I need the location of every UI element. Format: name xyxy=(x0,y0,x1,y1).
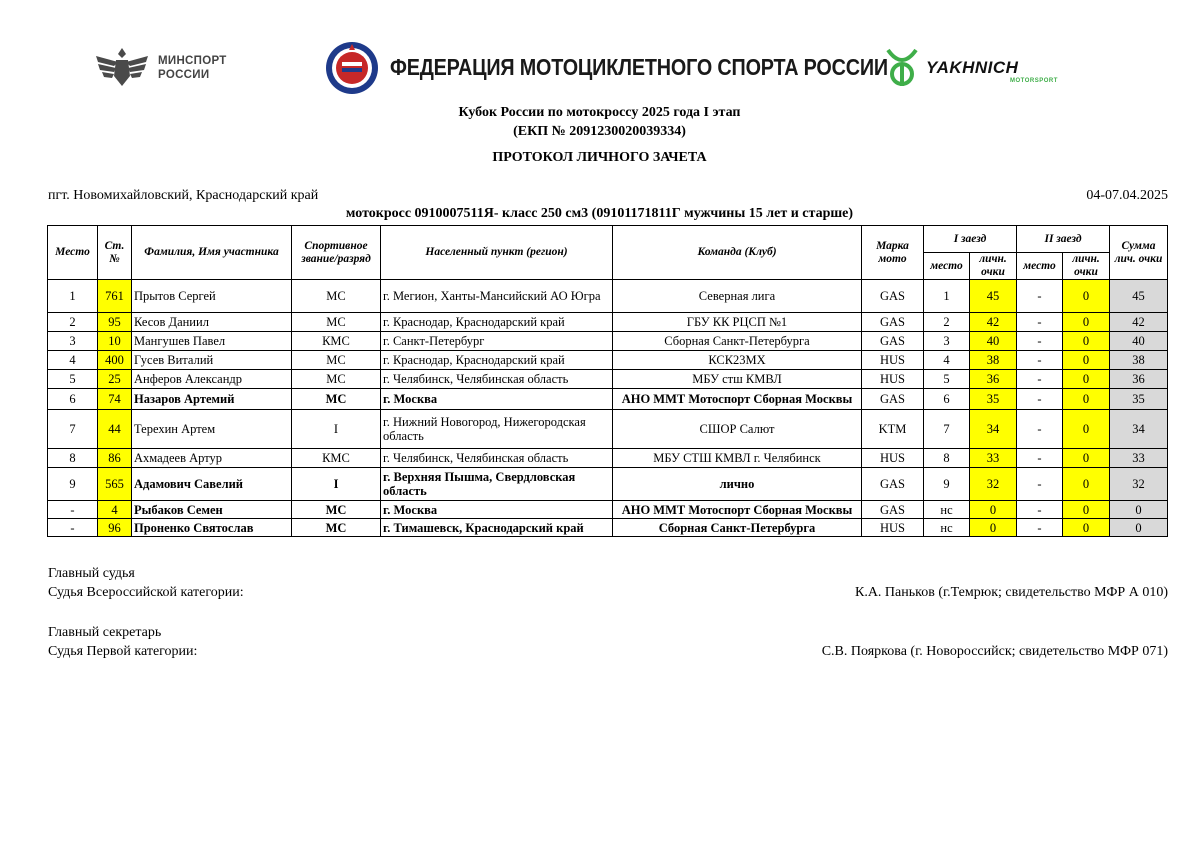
start-number: 95 xyxy=(98,313,132,332)
start-number: 44 xyxy=(98,410,132,449)
sport-rank: МС xyxy=(292,351,381,370)
team-club: МБУ стш КМВЛ xyxy=(613,370,862,389)
total-points: 35 xyxy=(1110,389,1168,410)
team-club: АНО ММТ Мотоспорт Сборная Москвы xyxy=(613,389,862,410)
race2-points: 0 xyxy=(1063,280,1110,313)
col-r1-points: личн. очки xyxy=(970,253,1017,280)
city-region: г. Верхняя Пышма, Свердловская область xyxy=(381,468,613,501)
total-points: 32 xyxy=(1110,468,1168,501)
col-name: Фамилия, Имя участника xyxy=(132,226,292,280)
start-number: 25 xyxy=(98,370,132,389)
race2-place: - xyxy=(1017,449,1063,468)
race2-points: 0 xyxy=(1063,332,1110,351)
bike-brand: HUS xyxy=(862,449,924,468)
total-points: 34 xyxy=(1110,410,1168,449)
logo-bar xyxy=(0,38,1199,98)
race1-place: нс xyxy=(924,519,970,537)
bike-brand: HUS xyxy=(862,351,924,370)
race2-place: - xyxy=(1017,332,1063,351)
start-number: 96 xyxy=(98,519,132,537)
sport-rank: I xyxy=(292,410,381,449)
bike-brand: HUS xyxy=(862,370,924,389)
col-city: Населенный пункт (регион) xyxy=(381,226,613,280)
col-place: Место xyxy=(48,226,98,280)
result-place: 4 xyxy=(48,351,98,370)
col-race2: II заезд xyxy=(1017,226,1110,253)
race1-points: 40 xyxy=(970,332,1017,351)
city-region: г. Краснодар, Краснодарский край xyxy=(381,313,613,332)
race1-place: 9 xyxy=(924,468,970,501)
table-row xyxy=(48,410,1168,449)
col-r2-points: личн. очки xyxy=(1063,253,1110,280)
race1-points: 34 xyxy=(970,410,1017,449)
federation-logo xyxy=(324,40,888,96)
bike-brand: GAS xyxy=(862,389,924,410)
col-team: Команда (Клуб) xyxy=(613,226,862,280)
bike-brand: HUS xyxy=(862,519,924,537)
result-place: - xyxy=(48,501,98,519)
city-region: г. Челябинск, Челябинская область xyxy=(381,370,613,389)
eagle-icon xyxy=(92,42,152,92)
race2-points: 0 xyxy=(1063,351,1110,370)
sport-rank: МС xyxy=(292,313,381,332)
total-points: 0 xyxy=(1110,501,1168,519)
table-row xyxy=(48,313,1168,332)
table-row xyxy=(48,370,1168,389)
table-row xyxy=(48,468,1168,501)
race2-place: - xyxy=(1017,519,1063,537)
race2-place: - xyxy=(1017,501,1063,519)
yakhnich-name: YAKHNICH xyxy=(926,58,1019,77)
table-row xyxy=(48,449,1168,468)
race1-points: 33 xyxy=(970,449,1017,468)
city-region: г. Тимашевск, Краснодарский край xyxy=(381,519,613,537)
table-row xyxy=(48,389,1168,410)
col-race1: I заезд xyxy=(924,226,1017,253)
team-club: КСК23МХ xyxy=(613,351,862,370)
race2-place: - xyxy=(1017,389,1063,410)
sport-rank: КМС xyxy=(292,332,381,351)
results-table xyxy=(47,225,1168,537)
race1-points: 0 xyxy=(970,501,1017,519)
sport-rank: МС xyxy=(292,280,381,313)
start-number: 565 xyxy=(98,468,132,501)
minsport-logo xyxy=(92,42,242,92)
total-points: 40 xyxy=(1110,332,1168,351)
total-points: 36 xyxy=(1110,370,1168,389)
participant-name: Назаров Артемий xyxy=(132,389,292,410)
race2-points: 0 xyxy=(1063,501,1110,519)
race1-place: 4 xyxy=(924,351,970,370)
federation-emblem-icon xyxy=(324,40,380,96)
race1-place: 3 xyxy=(924,332,970,351)
city-region: г. Краснодар, Краснодарский край xyxy=(381,351,613,370)
table-row xyxy=(48,351,1168,370)
result-place: 9 xyxy=(48,468,98,501)
yakhnich-logo xyxy=(882,46,1072,96)
team-club: лично xyxy=(613,468,862,501)
race2-points: 0 xyxy=(1063,410,1110,449)
total-points: 38 xyxy=(1110,351,1168,370)
class-line: мотокросс 0910007511Я- класс 250 см3 (09101171811Г мужчины 15 лет и старше) xyxy=(345,206,854,221)
race1-points: 42 xyxy=(970,313,1017,332)
total-points: 0 xyxy=(1110,519,1168,537)
race2-place: - xyxy=(1017,280,1063,313)
protocol-title: ПРОТОКОЛ ЛИЧНОГО ЗАЧЕТА xyxy=(492,150,707,165)
col-total: Сумма лич. очки xyxy=(1110,226,1168,280)
secretary-title: Главный секретарь xyxy=(48,625,162,640)
start-number: 400 xyxy=(98,351,132,370)
col-r1-place: место xyxy=(924,253,970,280)
result-place: 5 xyxy=(48,370,98,389)
secretary-name: С.В. Пояркова (г. Новороссийск; свидетельство МФР 071) xyxy=(821,644,1168,659)
race1-place: 1 xyxy=(924,280,970,313)
city-region: г. Москва xyxy=(381,389,613,410)
bike-brand: KTM xyxy=(862,410,924,449)
race1-place: 8 xyxy=(924,449,970,468)
yakhnich-sub: MOTORSPORT xyxy=(1010,78,1058,84)
participant-name: Ахмадеев Артур xyxy=(132,449,292,468)
event-place: пгт. Новомихайловский, Краснодарский край xyxy=(48,188,319,203)
participant-name: Прытов Сергей xyxy=(132,280,292,313)
race1-points: 0 xyxy=(970,519,1017,537)
race1-place: 7 xyxy=(924,410,970,449)
team-club: СШОР Салют xyxy=(613,410,862,449)
bike-brand: GAS xyxy=(862,280,924,313)
table-row xyxy=(48,332,1168,351)
race1-place: 6 xyxy=(924,389,970,410)
participant-name: Проненко Святослав xyxy=(132,519,292,537)
start-number: 74 xyxy=(98,389,132,410)
race2-points: 0 xyxy=(1063,370,1110,389)
sport-rank: МС xyxy=(292,519,381,537)
result-place: 1 xyxy=(48,280,98,313)
total-points: 33 xyxy=(1110,449,1168,468)
event-title: Кубок России по мотокроссу 2025 года I этап xyxy=(458,105,741,120)
minsport-text: МИНСПОРТ РОССИИ xyxy=(158,55,227,81)
team-club: АНО ММТ Мотоспорт Сборная Москвы xyxy=(613,501,862,519)
chief-judge-title: Главный судья xyxy=(48,566,135,581)
result-place: - xyxy=(48,519,98,537)
race2-place: - xyxy=(1017,313,1063,332)
result-place: 6 xyxy=(48,389,98,410)
result-place: 8 xyxy=(48,449,98,468)
col-r2-place: место xyxy=(1017,253,1063,280)
race2-points: 0 xyxy=(1063,389,1110,410)
participant-name: Гусев Виталий xyxy=(132,351,292,370)
result-place: 7 xyxy=(48,410,98,449)
team-club: Сборная Санкт-Петербурга xyxy=(613,332,862,351)
city-region: г. Москва xyxy=(381,501,613,519)
city-region: г. Нижний Новогород, Нижегородская область xyxy=(381,410,613,449)
city-region: г. Челябинск, Челябинская область xyxy=(381,449,613,468)
race1-place: 2 xyxy=(924,313,970,332)
start-number: 10 xyxy=(98,332,132,351)
start-number: 4 xyxy=(98,501,132,519)
bike-brand: GAS xyxy=(862,313,924,332)
bike-brand: GAS xyxy=(862,332,924,351)
race2-place: - xyxy=(1017,370,1063,389)
sport-rank: МС xyxy=(292,389,381,410)
sport-rank: МС xyxy=(292,501,381,519)
participant-name: Терехин Артем xyxy=(132,410,292,449)
sport-rank: КМС xyxy=(292,449,381,468)
race2-place: - xyxy=(1017,410,1063,449)
ekp-number: (ЕКП № 2091230020039334) xyxy=(513,124,686,139)
chief-judge-name: К.А. Паньков (г.Темрюк; свидетельство МФР А 010) xyxy=(854,585,1168,600)
chief-judge-category: Судья Всероссийской категории: xyxy=(48,585,244,600)
col-bike: Марка мото xyxy=(862,226,924,280)
participant-name: Адамович Савелий xyxy=(132,468,292,501)
bike-brand: GAS xyxy=(862,468,924,501)
city-region: г. Мегион, Ханты-Мансийский АО Югра xyxy=(381,280,613,313)
secretary-category: Судья Первой категории: xyxy=(48,644,198,659)
start-number: 761 xyxy=(98,280,132,313)
bike-brand: GAS xyxy=(862,501,924,519)
race1-points: 38 xyxy=(970,351,1017,370)
race1-points: 45 xyxy=(970,280,1017,313)
event-date: 04-07.04.2025 xyxy=(1086,188,1168,203)
total-points: 45 xyxy=(1110,280,1168,313)
race1-place: 5 xyxy=(924,370,970,389)
result-place: 2 xyxy=(48,313,98,332)
race2-points: 0 xyxy=(1063,519,1110,537)
sport-rank: МС xyxy=(292,370,381,389)
team-club: Сборная Санкт-Петербурга xyxy=(613,519,862,537)
team-club: Северная лига xyxy=(613,280,862,313)
race2-points: 0 xyxy=(1063,313,1110,332)
race1-place: нс xyxy=(924,501,970,519)
race1-points: 35 xyxy=(970,389,1017,410)
total-points: 42 xyxy=(1110,313,1168,332)
participant-name: Мангушев Павел xyxy=(132,332,292,351)
team-club: МБУ СТШ КМВЛ г. Челябинск xyxy=(613,449,862,468)
table-row xyxy=(48,501,1168,519)
yakhnich-emblem-icon xyxy=(882,46,922,90)
federation-name: ФЕДЕРАЦИЯ МОТОЦИКЛЕТНОГО СПОРТА РОССИИ xyxy=(390,54,888,80)
table-row xyxy=(48,280,1168,313)
result-place: 3 xyxy=(48,332,98,351)
participant-name: Кесов Даниил xyxy=(132,313,292,332)
race2-place: - xyxy=(1017,468,1063,501)
sport-rank: I xyxy=(292,468,381,501)
col-num: Ст. № xyxy=(98,226,132,280)
race2-place: - xyxy=(1017,351,1063,370)
participant-name: Анферов Александр xyxy=(132,370,292,389)
table-row xyxy=(48,519,1168,537)
race1-points: 32 xyxy=(970,468,1017,501)
team-club: ГБУ КК РЦСП №1 xyxy=(613,313,862,332)
start-number: 86 xyxy=(98,449,132,468)
race2-points: 0 xyxy=(1063,468,1110,501)
participant-name: Рыбаков Семен xyxy=(132,501,292,519)
race2-points: 0 xyxy=(1063,449,1110,468)
city-region: г. Санкт-Петербург xyxy=(381,332,613,351)
col-rank: Спортивное звание/разряд xyxy=(292,226,381,280)
race1-points: 36 xyxy=(970,370,1017,389)
